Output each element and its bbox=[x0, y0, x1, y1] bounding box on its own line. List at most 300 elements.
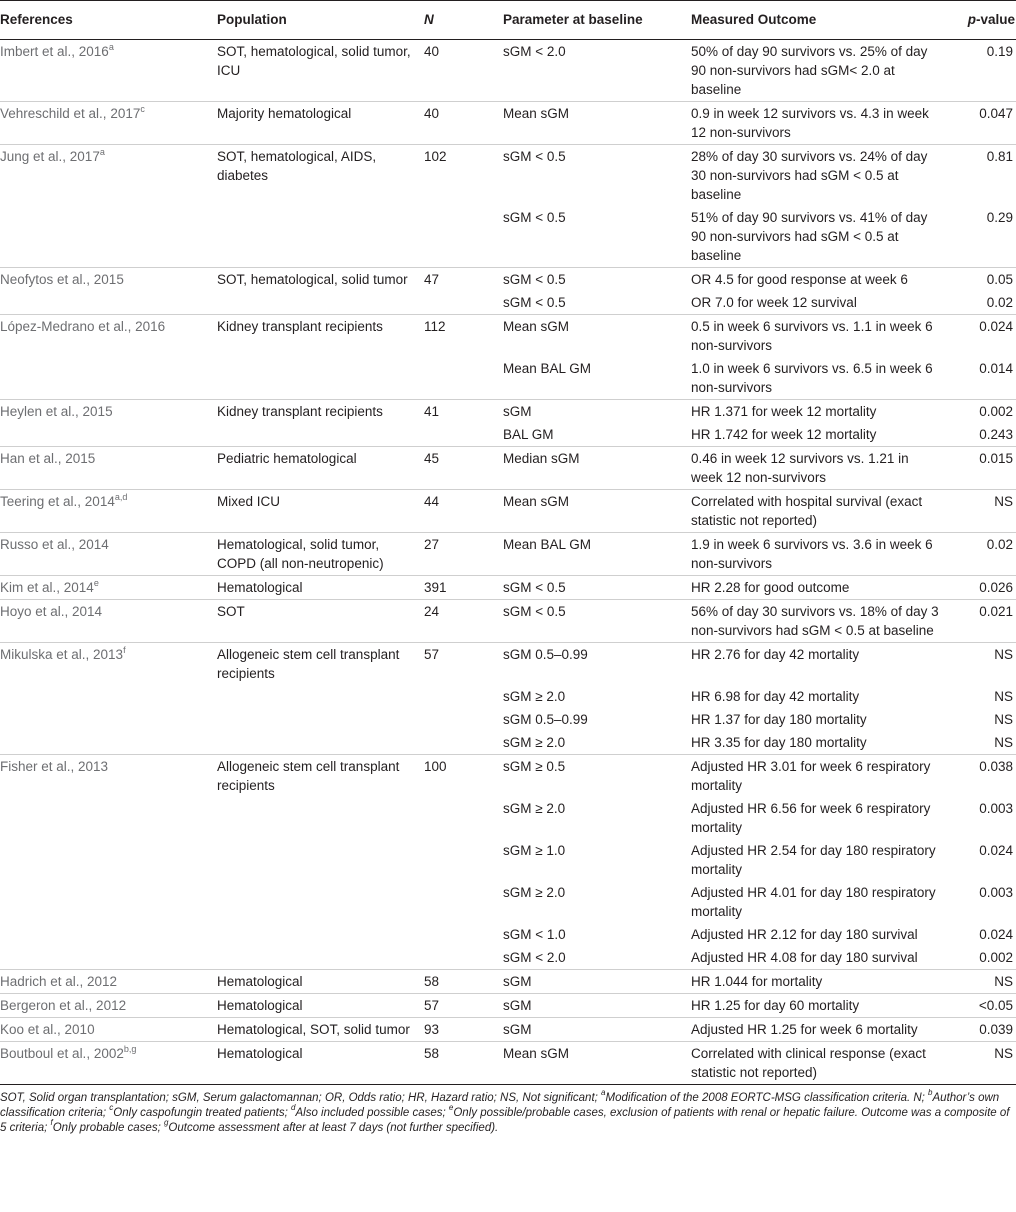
footnote-marker-c: c bbox=[109, 1103, 114, 1113]
cell-outcome bbox=[691, 576, 946, 600]
cell-reference bbox=[0, 797, 217, 839]
cell-outcome-text: 50% of day 90 survivors vs. 25% of day 90 non-survivors had sGM< 2.0 at baseline bbox=[691, 44, 928, 97]
cell-parameter bbox=[503, 731, 691, 755]
cell-parameter-text: sGM ≥ 2.0 bbox=[503, 801, 566, 816]
footnote-marker-d: d bbox=[291, 1103, 296, 1113]
cell-reference-text: Boutboul et al., 2002 bbox=[0, 1046, 124, 1061]
cell-parameter bbox=[503, 576, 691, 600]
cell-parameter-text: sGM bbox=[503, 974, 532, 989]
table-row bbox=[0, 708, 1016, 731]
cell-n bbox=[424, 423, 503, 447]
cell-parameter-text: sGM ≥ 2.0 bbox=[503, 689, 566, 704]
cell-reference bbox=[0, 490, 217, 533]
cell-n bbox=[424, 315, 503, 358]
cell-reference bbox=[0, 1042, 217, 1085]
cell-outcome bbox=[691, 881, 946, 923]
cell-parameter-text: sGM ≥ 1.0 bbox=[503, 843, 566, 858]
cell-population bbox=[217, 268, 424, 292]
cell-parameter-text: sGM < 0.5 bbox=[503, 295, 566, 310]
cell-reference bbox=[0, 755, 217, 798]
table-row bbox=[0, 291, 1016, 315]
cell-population-text: Majority hematological bbox=[217, 106, 352, 121]
cell-parameter-text: sGM < 2.0 bbox=[503, 950, 566, 965]
cell-n bbox=[424, 643, 503, 686]
cell-n-text: 47 bbox=[424, 272, 440, 287]
cell-parameter bbox=[503, 797, 691, 839]
cell-outcome bbox=[691, 291, 946, 315]
table-row bbox=[0, 400, 1016, 424]
cell-pvalue-text: NS bbox=[994, 647, 1013, 662]
cell-pvalue bbox=[946, 755, 1016, 798]
cell-outcome bbox=[691, 755, 946, 798]
footnote-text: Author’s own classification criteria; bbox=[0, 1092, 1000, 1119]
cell-parameter-text: sGM < 2.0 bbox=[503, 44, 566, 59]
cell-n bbox=[424, 755, 503, 798]
cell-outcome bbox=[691, 994, 946, 1018]
cell-parameter bbox=[503, 839, 691, 881]
table-row bbox=[0, 423, 1016, 447]
cell-population-text: Hematological bbox=[217, 998, 303, 1013]
cell-parameter bbox=[503, 946, 691, 970]
footnote-text: SOT, Solid organ transplantation; sGM, Serum galactomannan; OR, Odds ratio; HR, Hazard ratio; NS, Not significant; bbox=[0, 1092, 602, 1104]
cell-reference-text: López-Medrano et al., 2016 bbox=[0, 319, 166, 334]
cell-n-text: 27 bbox=[424, 537, 440, 552]
cell-parameter bbox=[503, 291, 691, 315]
cell-parameter-text: sGM ≥ 2.0 bbox=[503, 735, 566, 750]
table-row bbox=[0, 206, 1016, 268]
cell-reference bbox=[0, 447, 217, 490]
cell-outcome bbox=[691, 206, 946, 268]
cell-parameter bbox=[503, 145, 691, 207]
cell-reference-text: Teering et al., 2014 bbox=[0, 494, 115, 509]
table-row bbox=[0, 1042, 1016, 1085]
cell-parameter bbox=[503, 40, 691, 102]
cell-pvalue bbox=[946, 708, 1016, 731]
cell-population-text: SOT, hematological, AIDS, diabetes bbox=[217, 149, 377, 183]
header-outcome: Measured Outcome bbox=[691, 1, 946, 40]
cell-pvalue-text: 0.014 bbox=[979, 361, 1013, 376]
cell-n bbox=[424, 970, 503, 994]
cell-reference bbox=[0, 315, 217, 358]
cell-reference bbox=[0, 400, 217, 424]
cell-pvalue-text: 0.29 bbox=[986, 210, 1013, 225]
cell-population bbox=[217, 400, 424, 424]
cell-reference bbox=[0, 881, 217, 923]
header-row bbox=[0, 1, 1016, 40]
cell-parameter bbox=[503, 1042, 691, 1085]
cell-reference bbox=[0, 970, 217, 994]
table-row bbox=[0, 881, 1016, 923]
cell-parameter bbox=[503, 755, 691, 798]
cell-outcome bbox=[691, 533, 946, 576]
table-row bbox=[0, 533, 1016, 576]
cell-parameter-text: Mean sGM bbox=[503, 319, 570, 334]
cell-parameter-text: sGM bbox=[503, 998, 532, 1013]
table-row bbox=[0, 755, 1016, 798]
cell-reference-text: Kim et al., 2014 bbox=[0, 580, 94, 595]
cell-n bbox=[424, 533, 503, 576]
cell-parameter bbox=[503, 970, 691, 994]
cell-n-text: 57 bbox=[424, 998, 440, 1013]
cell-pvalue bbox=[946, 994, 1016, 1018]
cell-pvalue-text: 0.047 bbox=[979, 106, 1013, 121]
cell-outcome bbox=[691, 145, 946, 207]
cell-pvalue-text: NS bbox=[994, 974, 1013, 989]
cell-outcome-text: Adjusted HR 2.12 for day 180 survival bbox=[691, 927, 918, 942]
table-row bbox=[0, 145, 1016, 207]
cell-parameter bbox=[503, 708, 691, 731]
cell-reference-text: Bergeron et al., 2012 bbox=[0, 998, 127, 1013]
cell-population-text: Hematological, SOT, solid tumor bbox=[217, 1022, 410, 1037]
cell-n bbox=[424, 731, 503, 755]
cell-n bbox=[424, 357, 503, 400]
table-row bbox=[0, 576, 1016, 600]
header-pvalue bbox=[946, 1, 1016, 40]
cell-pvalue bbox=[946, 797, 1016, 839]
footnote-marker-e: e bbox=[448, 1103, 454, 1113]
cell-parameter bbox=[503, 357, 691, 400]
footnote-marker-g: g bbox=[163, 1118, 169, 1128]
cell-parameter-text: sGM < 0.5 bbox=[503, 604, 566, 619]
cell-outcome-text: Adjusted HR 3.01 for week 6 respiratory mortality bbox=[691, 759, 931, 793]
cell-population bbox=[217, 946, 424, 970]
cell-pvalue bbox=[946, 1042, 1016, 1085]
footnote-text: Only caspofungin treated patients; bbox=[113, 1107, 292, 1119]
cell-parameter-text: sGM ≥ 2.0 bbox=[503, 885, 566, 900]
table-row bbox=[0, 643, 1016, 686]
cell-reference bbox=[0, 839, 217, 881]
footnote-text: Also included possible cases; bbox=[295, 1107, 449, 1119]
cell-n-text: 100 bbox=[424, 759, 447, 774]
cell-reference bbox=[0, 423, 217, 447]
header-n: N bbox=[424, 1, 503, 40]
cell-population bbox=[217, 1018, 424, 1042]
cell-parameter bbox=[503, 881, 691, 923]
cell-reference bbox=[0, 1018, 217, 1042]
cell-parameter bbox=[503, 490, 691, 533]
cell-parameter-text: sGM < 0.5 bbox=[503, 580, 566, 595]
cell-parameter-text: Mean sGM bbox=[503, 1046, 570, 1061]
cell-outcome bbox=[691, 923, 946, 946]
cell-population bbox=[217, 102, 424, 145]
cell-outcome-text: HR 1.371 for week 12 mortality bbox=[691, 404, 877, 419]
cell-n-text: 40 bbox=[424, 44, 440, 59]
cell-pvalue bbox=[946, 1018, 1016, 1042]
cell-pvalue-text: NS bbox=[994, 494, 1013, 509]
cell-population bbox=[217, 755, 424, 798]
cell-pvalue-text: 0.002 bbox=[979, 950, 1013, 965]
cell-population bbox=[217, 708, 424, 731]
cell-outcome-text: Correlated with hospital survival (exact statistic not reported) bbox=[691, 494, 923, 528]
cell-n-text: 112 bbox=[424, 319, 446, 334]
cell-population-text: Hematological bbox=[217, 1046, 303, 1061]
cell-population-text: Hematological bbox=[217, 580, 303, 595]
cell-parameter-text: Mean sGM bbox=[503, 106, 570, 121]
cell-pvalue bbox=[946, 357, 1016, 400]
cell-population-text: Kidney transplant recipients bbox=[217, 319, 383, 334]
cell-parameter-text: BAL GM bbox=[503, 427, 554, 442]
reference-superscript: a bbox=[108, 41, 114, 52]
cell-population bbox=[217, 533, 424, 576]
cell-population bbox=[217, 797, 424, 839]
cell-population bbox=[217, 881, 424, 923]
cell-n bbox=[424, 600, 503, 643]
cell-pvalue bbox=[946, 643, 1016, 686]
cell-n-text: 44 bbox=[424, 494, 440, 509]
cell-pvalue bbox=[946, 839, 1016, 881]
cell-pvalue bbox=[946, 291, 1016, 315]
cell-parameter bbox=[503, 400, 691, 424]
cell-n-text: 58 bbox=[424, 974, 440, 989]
cell-outcome-text: HR 6.98 for day 42 mortality bbox=[691, 689, 860, 704]
cell-population-text: SOT, hematological, solid tumor bbox=[217, 272, 408, 287]
cell-outcome-text: Adjusted HR 2.54 for day 180 respiratory mortality bbox=[691, 843, 936, 877]
cell-population bbox=[217, 315, 424, 358]
cell-n bbox=[424, 102, 503, 145]
table-row bbox=[0, 102, 1016, 145]
table-row bbox=[0, 839, 1016, 881]
cell-outcome bbox=[691, 1042, 946, 1085]
cell-outcome-text: Adjusted HR 4.08 for day 180 survival bbox=[691, 950, 918, 965]
cell-n bbox=[424, 268, 503, 292]
cell-outcome-text: Adjusted HR 6.56 for week 6 respiratory mortality bbox=[691, 801, 931, 835]
cell-parameter bbox=[503, 994, 691, 1018]
cell-pvalue bbox=[946, 206, 1016, 268]
cell-outcome-text: 51% of day 90 survivors vs. 41% of day 90 non-survivors had sGM < 0.5 at baseline bbox=[691, 210, 928, 263]
cell-parameter bbox=[503, 600, 691, 643]
cell-n bbox=[424, 291, 503, 315]
table-row bbox=[0, 946, 1016, 970]
cell-population bbox=[217, 490, 424, 533]
cell-outcome-text: HR 2.76 for day 42 mortality bbox=[691, 647, 860, 662]
reference-superscript: a bbox=[99, 146, 105, 157]
cell-pvalue bbox=[946, 268, 1016, 292]
cell-population bbox=[217, 357, 424, 400]
cell-reference bbox=[0, 102, 217, 145]
cell-parameter-text: sGM < 1.0 bbox=[503, 927, 566, 942]
cell-pvalue-text: 0.039 bbox=[979, 1022, 1013, 1037]
cell-n bbox=[424, 797, 503, 839]
cell-population-text: Allogeneic stem cell transplant recipients bbox=[217, 759, 400, 793]
cell-outcome-text: Correlated with clinical response (exact statistic not reported) bbox=[691, 1046, 926, 1080]
cell-outcome bbox=[691, 423, 946, 447]
cell-pvalue bbox=[946, 447, 1016, 490]
cell-parameter-text: sGM 0.5–0.99 bbox=[503, 647, 588, 662]
table-row bbox=[0, 268, 1016, 292]
cell-population bbox=[217, 423, 424, 447]
cell-outcome bbox=[691, 268, 946, 292]
cell-reference-text: Hoyo et al., 2014 bbox=[0, 604, 103, 619]
cell-population bbox=[217, 970, 424, 994]
cell-pvalue-text: 0.243 bbox=[979, 427, 1013, 442]
cell-outcome-text: HR 3.35 for day 180 mortality bbox=[691, 735, 867, 750]
reference-superscript: e bbox=[93, 577, 99, 588]
cell-outcome bbox=[691, 970, 946, 994]
cell-outcome bbox=[691, 600, 946, 643]
cell-outcome-text: Adjusted HR 4.01 for day 180 respiratory mortality bbox=[691, 885, 936, 919]
cell-n bbox=[424, 40, 503, 102]
cell-n-text: 57 bbox=[424, 647, 440, 662]
cell-pvalue-text: 0.024 bbox=[979, 319, 1013, 334]
cell-pvalue bbox=[946, 970, 1016, 994]
cell-population-text: Hematological bbox=[217, 974, 303, 989]
cell-reference bbox=[0, 685, 217, 708]
cell-pvalue bbox=[946, 923, 1016, 946]
cell-pvalue bbox=[946, 533, 1016, 576]
reference-superscript: b,g bbox=[123, 1043, 137, 1054]
cell-population bbox=[217, 145, 424, 207]
header-pvalue-p: p bbox=[967, 12, 976, 27]
table-row bbox=[0, 315, 1016, 358]
cell-n bbox=[424, 400, 503, 424]
cell-pvalue bbox=[946, 102, 1016, 145]
cell-outcome bbox=[691, 1018, 946, 1042]
cell-n-text: 40 bbox=[424, 106, 440, 121]
cell-population bbox=[217, 576, 424, 600]
cell-parameter bbox=[503, 206, 691, 268]
cell-pvalue-text: NS bbox=[994, 689, 1013, 704]
footnote-marker-f: f bbox=[50, 1118, 53, 1128]
footnote-text: Only probable cases; bbox=[52, 1122, 164, 1134]
cell-reference-text: Heylen et al., 2015 bbox=[0, 404, 113, 419]
cell-pvalue-text: 0.02 bbox=[986, 295, 1013, 310]
cell-n-text: 391 bbox=[424, 580, 447, 595]
cell-pvalue-text: NS bbox=[994, 712, 1013, 727]
cell-pvalue-text: 0.02 bbox=[986, 537, 1013, 552]
cell-pvalue-text: 0.038 bbox=[979, 759, 1013, 774]
cell-pvalue-text: 0.021 bbox=[979, 604, 1013, 619]
cell-reference-text: Fisher et al., 2013 bbox=[0, 759, 109, 774]
cell-pvalue bbox=[946, 423, 1016, 447]
cell-pvalue bbox=[946, 40, 1016, 102]
cell-population bbox=[217, 994, 424, 1018]
cell-reference bbox=[0, 600, 217, 643]
table-row bbox=[0, 970, 1016, 994]
header-parameter: Parameter at baseline bbox=[503, 1, 691, 40]
cell-n bbox=[424, 839, 503, 881]
cell-outcome-text: 56% of day 30 survivors vs. 18% of day 3 non-survivors had sGM < 0.5 at baseline bbox=[691, 604, 939, 638]
cell-population-text: Pediatric hematological bbox=[217, 451, 357, 466]
cell-outcome bbox=[691, 40, 946, 102]
cell-reference bbox=[0, 533, 217, 576]
cell-outcome bbox=[691, 490, 946, 533]
cell-population bbox=[217, 643, 424, 686]
cell-parameter-text: Mean sGM bbox=[503, 494, 570, 509]
cell-pvalue bbox=[946, 576, 1016, 600]
cell-outcome-text: 1.9 in week 6 survivors vs. 3.6 in week 6 non-survivors bbox=[691, 537, 933, 571]
cell-reference bbox=[0, 206, 217, 268]
cell-outcome-text: 1.0 in week 6 survivors vs. 6.5 in week 6 non-survivors bbox=[691, 361, 933, 395]
cell-pvalue-text: 0.003 bbox=[979, 801, 1013, 816]
cell-outcome bbox=[691, 102, 946, 145]
cell-pvalue-text: <0.05 bbox=[978, 998, 1013, 1013]
cell-parameter-text: sGM 0.5–0.99 bbox=[503, 712, 588, 727]
cell-reference bbox=[0, 145, 217, 207]
cell-parameter-text: sGM < 0.5 bbox=[503, 149, 566, 164]
cell-population bbox=[217, 206, 424, 268]
table-row bbox=[0, 1018, 1016, 1042]
cell-outcome-text: HR 1.25 for day 60 mortality bbox=[691, 998, 860, 1013]
cell-pvalue bbox=[946, 881, 1016, 923]
table-row bbox=[0, 685, 1016, 708]
table-footnote bbox=[0, 1084, 1016, 1136]
cell-n bbox=[424, 946, 503, 970]
cell-reference bbox=[0, 643, 217, 686]
cell-outcome-text: HR 2.28 for good outcome bbox=[691, 580, 850, 595]
cell-parameter bbox=[503, 315, 691, 358]
cell-population bbox=[217, 839, 424, 881]
table-row bbox=[0, 40, 1016, 102]
cell-population bbox=[217, 291, 424, 315]
cell-population bbox=[217, 1042, 424, 1085]
cell-parameter-text: Mean BAL GM bbox=[503, 361, 592, 376]
cell-n-text: 41 bbox=[424, 404, 440, 419]
cell-n bbox=[424, 145, 503, 207]
footnote-marker-b: b bbox=[928, 1088, 933, 1098]
cell-population-text: Hematological, solid tumor, COPD (all non-neutropenic) bbox=[217, 537, 384, 571]
cell-parameter-text: Median sGM bbox=[503, 451, 580, 466]
cell-parameter-text: sGM < 0.5 bbox=[503, 210, 566, 225]
cell-outcome-text: 28% of day 30 survivors vs. 24% of day 30 non-survivors had sGM < 0.5 at baseline bbox=[691, 149, 928, 202]
cell-reference-text: Vehreschild et al., 2017 bbox=[0, 106, 141, 121]
table-row bbox=[0, 600, 1016, 643]
cell-population-text: SOT bbox=[217, 604, 245, 619]
cell-outcome bbox=[691, 731, 946, 755]
cell-outcome bbox=[691, 315, 946, 358]
cell-pvalue-text: NS bbox=[994, 1046, 1013, 1061]
cell-reference bbox=[0, 708, 217, 731]
cell-reference bbox=[0, 40, 217, 102]
footnote-marker-a: a bbox=[601, 1088, 606, 1098]
cell-parameter-text: sGM bbox=[503, 404, 532, 419]
cell-n-text: 58 bbox=[424, 1046, 440, 1061]
cell-outcome-text: HR 1.742 for week 12 mortality bbox=[691, 427, 877, 442]
cell-reference bbox=[0, 946, 217, 970]
reference-superscript: f bbox=[123, 644, 126, 655]
table-row bbox=[0, 797, 1016, 839]
cell-population-text: Allogeneic stem cell transplant recipients bbox=[217, 647, 400, 681]
footnote-text: Only possible/probable cases, exclusion of patients with renal or hepatic failure. Outcome was a composite of 5 criteria; bbox=[0, 1107, 1010, 1134]
cell-outcome-text: HR 1.37 for day 180 mortality bbox=[691, 712, 867, 727]
cell-pvalue-text: 0.05 bbox=[986, 272, 1013, 287]
cell-pvalue-text: 0.026 bbox=[979, 580, 1013, 595]
cell-reference-text: Jung et al., 2017 bbox=[0, 149, 100, 164]
cell-parameter-text: sGM bbox=[503, 1022, 532, 1037]
cell-parameter bbox=[503, 533, 691, 576]
cell-parameter bbox=[503, 923, 691, 946]
cell-reference-text: Mikulska et al., 2013 bbox=[0, 647, 124, 662]
cell-parameter-text: Mean BAL GM bbox=[503, 537, 592, 552]
cell-reference bbox=[0, 291, 217, 315]
cell-population bbox=[217, 731, 424, 755]
cell-n bbox=[424, 685, 503, 708]
cell-parameter bbox=[503, 268, 691, 292]
cell-reference bbox=[0, 994, 217, 1018]
cell-outcome-text: 0.5 in week 6 survivors vs. 1.1 in week 6 non-survivors bbox=[691, 319, 933, 353]
cell-parameter-text: sGM ≥ 0.5 bbox=[503, 759, 566, 774]
cell-pvalue-text: 0.19 bbox=[986, 44, 1013, 59]
cell-parameter-text: sGM < 0.5 bbox=[503, 272, 566, 287]
cell-n bbox=[424, 490, 503, 533]
table-row bbox=[0, 357, 1016, 400]
cell-reference bbox=[0, 357, 217, 400]
cell-n bbox=[424, 1018, 503, 1042]
cell-pvalue-text: 0.003 bbox=[979, 885, 1013, 900]
reference-superscript: a,d bbox=[114, 491, 128, 502]
cell-reference bbox=[0, 268, 217, 292]
cell-outcome bbox=[691, 357, 946, 400]
cell-n bbox=[424, 923, 503, 946]
